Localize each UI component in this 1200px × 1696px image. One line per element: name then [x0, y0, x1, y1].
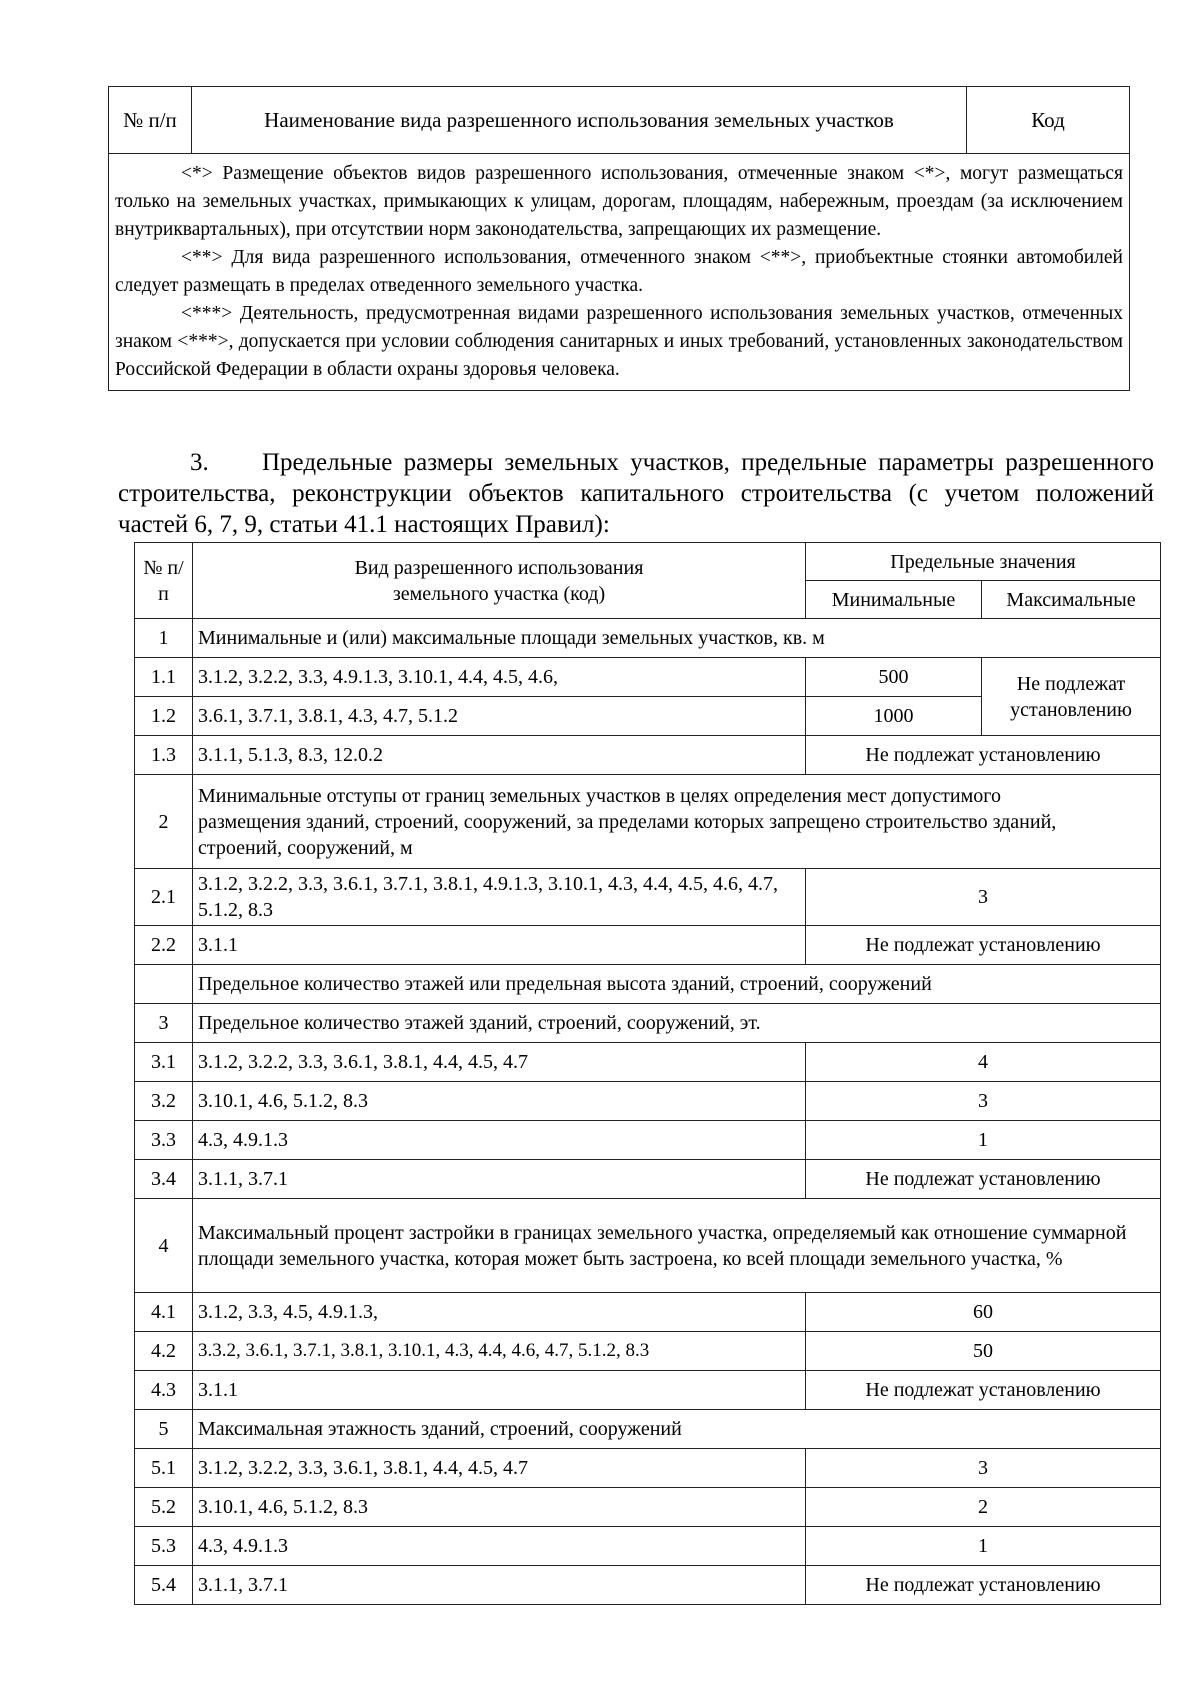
- permitted-use-table-tail: [108, 86, 1130, 391]
- row-value: Не подлежат установлению: [806, 1371, 1161, 1410]
- row-num: 3.3: [135, 1121, 193, 1160]
- row-value: 1: [806, 1121, 1161, 1160]
- row-name: 3.1.2, 3.3, 4.5, 4.9.1.3,: [193, 1293, 806, 1332]
- row-value: 1: [806, 1527, 1161, 1566]
- table-row: [135, 1043, 1161, 1082]
- footnote-2: <**> Для вида разрешенного использования, отмеченного знаком <**>, приобъектные стоянки автомобилей следует размещать в пределах отведенного земельного участка.: [115, 247, 1123, 296]
- table-row: [135, 1410, 1161, 1449]
- table-row: [135, 775, 1161, 869]
- row-value: Не подлежат установлению: [806, 926, 1161, 965]
- row-name: 3.1.2, 3.2.2, 3.3, 3.6.1, 3.7.1, 3.8.1, 4.9.1.3, 3.10.1, 4.3, 4.4, 4.5, 4.6, 4.7, 5.1.2, 8.3: [193, 869, 806, 926]
- row-name: 3.6.1, 3.7.1, 3.8.1, 4.3, 4.7, 5.1.2: [193, 697, 806, 736]
- row-num: 4: [135, 1199, 193, 1293]
- header-min: Минимальные: [806, 581, 982, 619]
- table-row: [135, 1082, 1161, 1121]
- row-num: 4.2: [135, 1332, 193, 1371]
- row-value: 3: [806, 869, 1161, 926]
- section-paragraph: [118, 447, 1154, 540]
- row-num: 5.1: [135, 1449, 193, 1488]
- limit-parameters-table: [134, 542, 1161, 1605]
- row-num: 1.2: [135, 697, 193, 736]
- footnotes-row: [109, 154, 1130, 391]
- table-row: [135, 1199, 1161, 1293]
- row-name: 4.3, 4.9.1.3: [193, 1527, 806, 1566]
- row-num: 4.1: [135, 1293, 193, 1332]
- table-row: [135, 926, 1161, 965]
- row-name: Максимальная этажность зданий, строений, сооружений: [193, 1410, 1161, 1449]
- row-value: 3: [806, 1082, 1161, 1121]
- table-row: [135, 1527, 1161, 1566]
- footnote-3: <***> Деятельность, предусмотренная видами разрешенного использования земельных участков, отмеченных знаком <***>, допускается при условии соблюдения санитарных и иных требований, установленных законодательством Российской Федерации в области охраны здоровья человека.: [115, 303, 1123, 380]
- row-num: 2.2: [135, 926, 193, 965]
- row-name: 3.1.2, 3.2.2, 3.3, 4.9.1.3, 3.10.1, 4.4, 4.5, 4.6,: [193, 658, 806, 697]
- table-row: [135, 1488, 1161, 1527]
- row-name: 3.3.2, 3.6.1, 3.7.1, 3.8.1, 3.10.1, 4.3, 4.4, 4.6, 4.7, 5.1.2, 8.3: [193, 1332, 806, 1371]
- row-name: 3.1.1, 5.1.3, 8.3, 12.0.2: [193, 736, 806, 775]
- row-num: 3.1: [135, 1043, 193, 1082]
- row-name: 3.10.1, 4.6, 5.1.2, 8.3: [193, 1488, 806, 1527]
- row-name: 4.3, 4.9.1.3: [193, 1121, 806, 1160]
- table-row: [135, 1371, 1161, 1410]
- table-header-row: [109, 87, 1130, 154]
- footnote-1: <*> Размещение объектов видов разрешенного использования, отмеченные знаком <*>, могут размещаться только на земельных участках, примыкающих к улицам, дорогам, площадям, набережным, проездам (за исключением внутриквартальных), при отсутствии норм законодательства, запрещающих их размещение.: [115, 163, 1123, 240]
- row-value: Не подлежат установлению: [806, 736, 1161, 775]
- row-value: Не подлежат установлению: [806, 1566, 1161, 1605]
- table-row: [135, 1332, 1161, 1371]
- row-num: 5.3: [135, 1527, 193, 1566]
- table-row: [135, 1160, 1161, 1199]
- row-name: 3.1.2, 3.2.2, 3.3, 3.6.1, 3.8.1, 4.4, 4.5, 4.7: [193, 1449, 806, 1488]
- row-value: 4: [806, 1043, 1161, 1082]
- row-value: 60: [806, 1293, 1161, 1332]
- row-value: Не подлежат установлению: [806, 1160, 1161, 1199]
- table-row: [135, 658, 1161, 697]
- row-num: 1.1: [135, 658, 193, 697]
- row-value: 50: [806, 1332, 1161, 1371]
- row-num: 2: [135, 775, 193, 869]
- row-name: 3.1.1: [193, 1371, 806, 1410]
- row-name: Максимальный процент застройки в границах земельного участка, определяемый как отношение суммарной площади земельного участка, которая может быть застроена, ко всей площади земельного участка, %: [193, 1199, 1161, 1293]
- row-num: 5.4: [135, 1566, 193, 1605]
- table-row: [135, 736, 1161, 775]
- header-name: Вид разрешенного использования земельного участка (код): [193, 543, 806, 619]
- row-num: 3.4: [135, 1160, 193, 1199]
- row-name: 3.1.1, 3.7.1: [193, 1566, 806, 1605]
- row-max-value: Не подлежат установлению: [982, 658, 1161, 736]
- row-name: 3.1.2, 3.2.2, 3.3, 3.6.1, 3.8.1, 4.4, 4.5, 4.7: [193, 1043, 806, 1082]
- header-max: Максимальные: [982, 581, 1161, 619]
- header-code: Код: [967, 87, 1130, 154]
- paragraph-text: Предельные размеры земельных участков, предельные параметры разрешенного строительства, реконструкции объектов капитального строительства (с учетом положений частей 6, 7, 9, статьи 41.1 настоящих Правил):: [118, 449, 1154, 538]
- table-row: [135, 1449, 1161, 1488]
- row-num: 2.1: [135, 869, 193, 926]
- table-row: [135, 619, 1161, 658]
- table-row: [135, 869, 1161, 926]
- row-min-value: 500: [806, 658, 982, 697]
- header-num: № п/п: [135, 543, 193, 619]
- row-name: 3.1.1: [193, 926, 806, 965]
- row-name: 3.1.1, 3.7.1: [193, 1160, 806, 1199]
- row-min-value: 1000: [806, 697, 982, 736]
- paragraph-number: 3.: [190, 449, 209, 476]
- row-name: Минимальные отступы от границ земельных участков в целях определения мест допустимого размещения зданий, строений, сооружений, за пределами которых запрещено строительство зданий, строений, сооружений, м: [193, 775, 1161, 869]
- row-num: 5.2: [135, 1488, 193, 1527]
- row-name: Предельное количество этажей или предельная высота зданий, строений, сооружений: [193, 965, 1161, 1004]
- table-row: [135, 1566, 1161, 1605]
- table-row: [135, 1293, 1161, 1332]
- row-name: Предельное количество этажей зданий, строений, сооружений, эт.: [193, 1004, 1161, 1043]
- row-num: 5: [135, 1410, 193, 1449]
- table-header-row: [135, 543, 1161, 581]
- row-num: 3: [135, 1004, 193, 1043]
- row-num: 4.3: [135, 1371, 193, 1410]
- header-limits: Предельные значения: [806, 543, 1161, 581]
- footnotes-cell: [109, 154, 1130, 391]
- row-num: 3.2: [135, 1082, 193, 1121]
- table-row: [135, 1121, 1161, 1160]
- table-row: [135, 1004, 1161, 1043]
- row-value: 2: [806, 1488, 1161, 1527]
- header-num: № п/п: [109, 87, 192, 154]
- header-name: Наименование вида разрешенного использования земельных участков: [192, 87, 967, 154]
- row-name: 3.10.1, 4.6, 5.1.2, 8.3: [193, 1082, 806, 1121]
- row-num: [135, 965, 193, 1004]
- table-row: [135, 965, 1161, 1004]
- row-name: Минимальные и (или) максимальные площади земельных участков, кв. м: [193, 619, 1161, 658]
- row-num: 1.3: [135, 736, 193, 775]
- row-value: 3: [806, 1449, 1161, 1488]
- row-num: 1: [135, 619, 193, 658]
